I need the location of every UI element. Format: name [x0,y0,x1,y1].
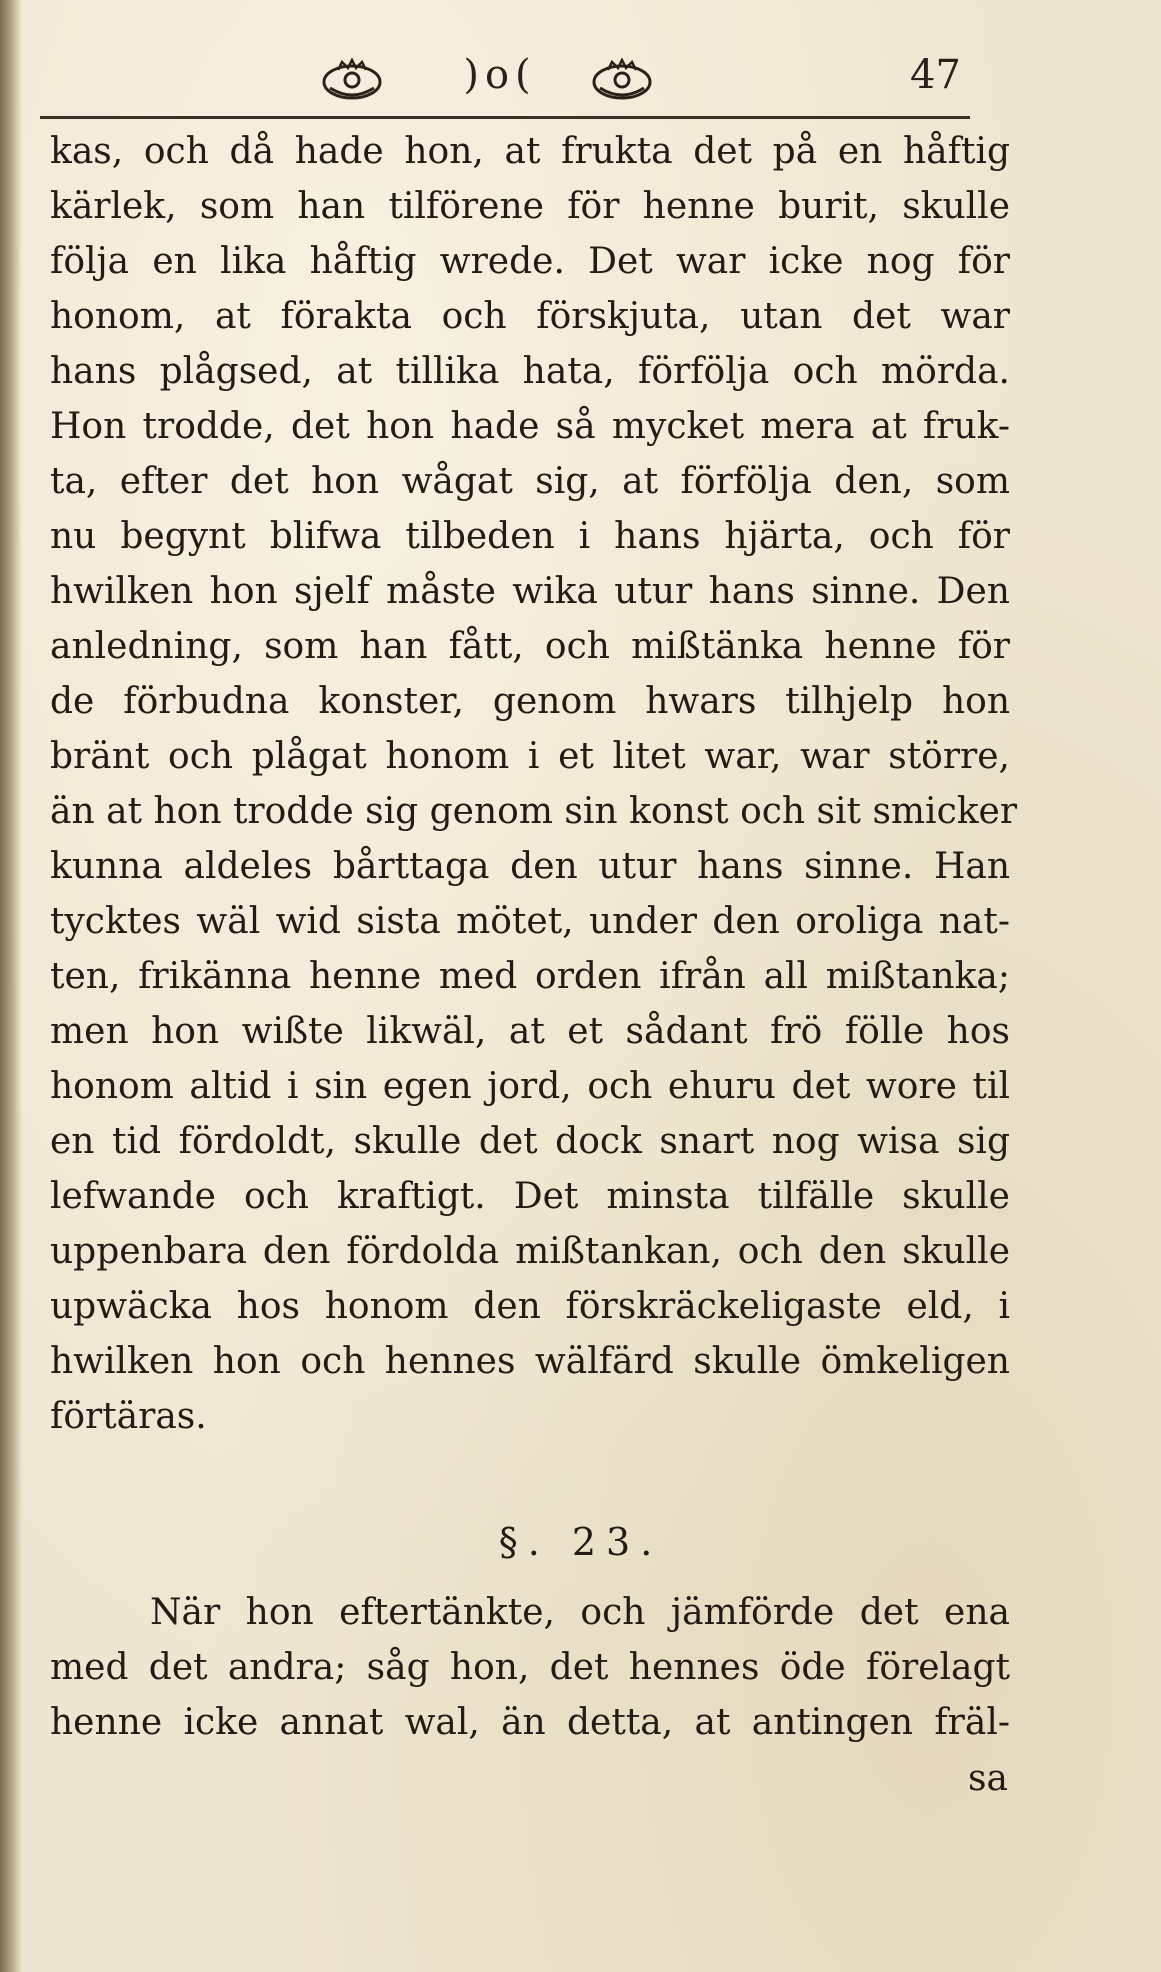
text-line: henne icke annat wal, än detta, at antingen fräl- [50,1702,1010,1743]
text-line: hans plågsed, at tillika hata, förfölja och mörda. [50,351,1010,392]
catchword: sa [968,1758,1008,1799]
text-line: nu begynt blifwa tilbeden i hans hjärta, och för [50,516,1010,557]
text-line: följa en lika håftig wrede. Det war icke nog för [50,241,1010,282]
text-line: honom, at förakta och förskjuta, utan det war [50,296,1010,337]
header-divider-mark: )o( [463,52,537,98]
text-line: med det andra; såg hon, det hennes öde förelagt [50,1647,1010,1688]
text-line: ten, frikänna henne med orden ifrån all mißtanka; [50,956,1010,997]
text-line: kunna aldeles bårttaga den utur hans sinne. Han [50,846,1010,887]
text-line: kärlek, som han tilförene för henne burit, skulle [50,186,1010,227]
text-line: hwilken hon och hennes wälfärd skulle ömkeligen [50,1341,1010,1382]
text-line: tycktes wäl wid sista mötet, under den oroliga nat- [50,901,1010,942]
text-line: När hon eftertänkte, och jämförde det ena [150,1592,1010,1633]
text-line: förtäras. [50,1396,207,1437]
text-line: uppenbara den fördolda mißtankan, och den skulle [50,1231,1010,1272]
paragraph-1 [50,124,1018,1444]
text-line: en tid fördoldt, skulle det dock snart nog wisa sig [50,1121,1010,1162]
crown-ornament-icon [590,58,654,102]
text-line: lefwande och kraftigt. Det minsta tilfälle skulle [50,1176,1010,1217]
text-line: de förbudna konster, genom hwars tilhjelp hon [50,681,1010,722]
header-rule [40,116,970,119]
page-number: 47 [910,52,961,98]
crown-ornament-icon [320,58,384,102]
section-heading: §. 23. [498,1520,663,1564]
text-line: bränt och plågat honom i et litet war, war större, [50,736,1010,777]
text-line: ta, efter det hon wågat sig, at förfölja den, som [50,461,1010,502]
page-spine-shadow [0,0,22,1972]
text-line: Hon trodde, det hon hade så mycket mera at fruk- [50,406,1010,447]
text-line: kas, och då hade hon, at frukta det på en håftig [50,131,1010,172]
running-header [320,52,720,112]
text-line: honom altid i sin egen jord, och ehuru det wore til [50,1066,1010,1107]
text-line: men hon wißte likwäl, at et sådant frö fölle hos [50,1011,1010,1052]
text-line: anledning, som han fått, och mißtänka henne för [50,626,1010,667]
text-line: upwäcka hos honom den förskräckeligaste eld, i [50,1286,1010,1327]
text-line: än at hon trodde sig genom sin konst och sit smicker [50,791,1018,832]
text-line: hwilken hon sjelf måste wika utur hans sinne. Den [50,571,1010,612]
paragraph-2 [50,1585,1010,1750]
